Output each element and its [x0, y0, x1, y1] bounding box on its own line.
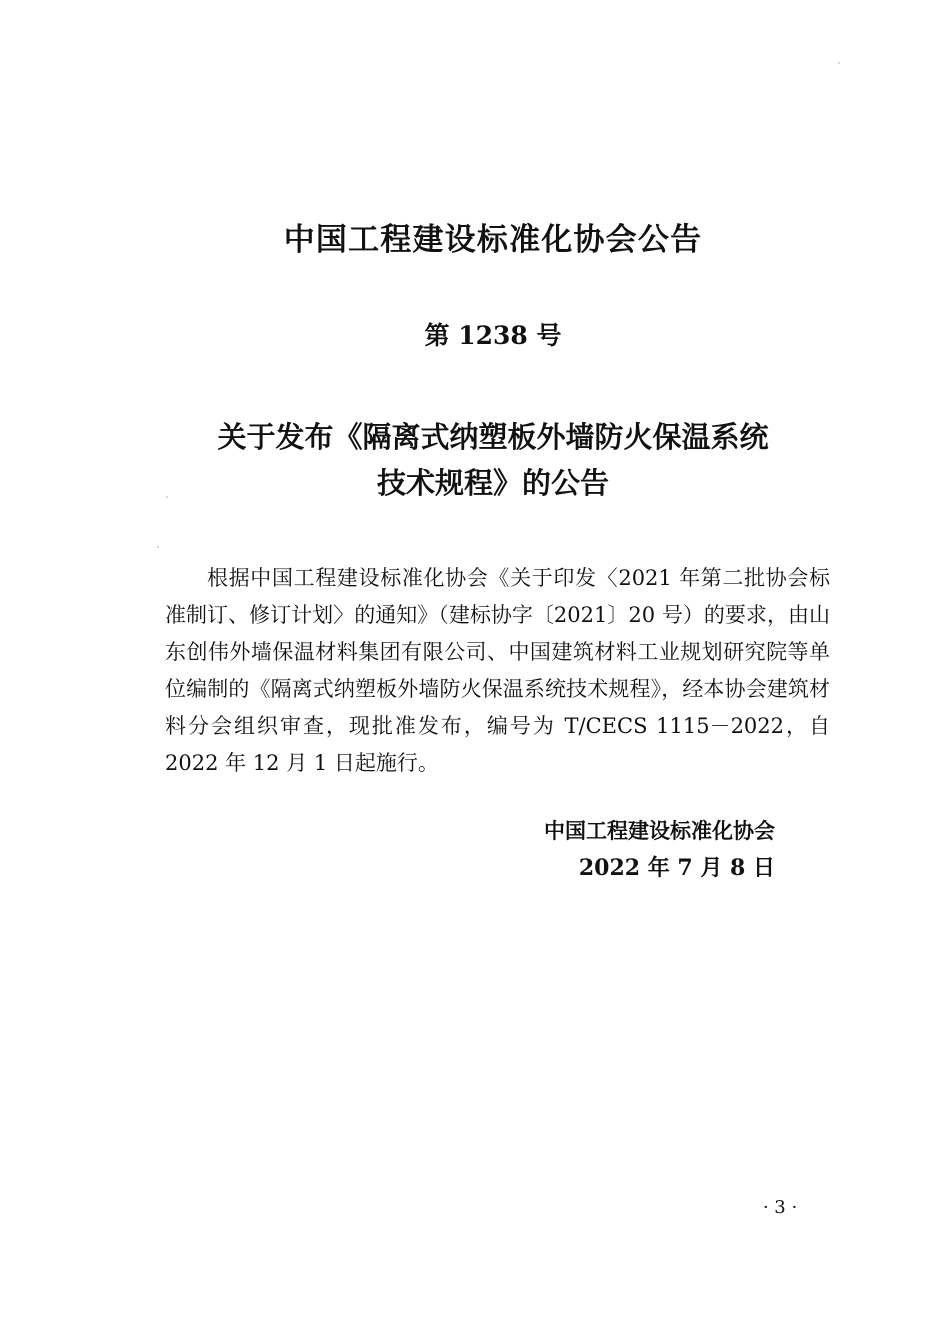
signature-organization: 中国工程建设标准化协会 — [544, 819, 775, 843]
subtitle-line-1: 关于发布《隔离式纳塑板外墙防火保温系统 — [217, 420, 769, 454]
announcement-body: 根据中国工程建设标准化协会《关于印发〈2021 年第二批协会标准制订、修订计划〉的通知》（建标协字〔2021〕20 号）的要求，由山东创伟外墙保温材料集团有限公司、中国建筑材料工业规划研究院等单位编制的《隔离式纳塑板外墙防火保温系统技术规程》，经本协会建筑材料分会组织审查，现批准发布，编号为 T/CECS 1115－2022，自 2022 年 12 月 1 日起施行。 — [165, 566, 830, 775]
announcement-title: 中国工程建设标准化协会公告 — [283, 222, 703, 258]
scan-speck — [838, 62, 840, 64]
scan-speck — [166, 496, 168, 498]
announcement-subtitle — [0, 414, 950, 506]
signature-date: 2022 年 7 月 8 日 — [578, 855, 775, 881]
scan-speck — [157, 546, 159, 548]
announcement-number: 第 1238 号 — [424, 321, 562, 350]
subtitle-line-2: 技术规程》的公告 — [376, 466, 609, 500]
page-number: · 3 · — [762, 1197, 798, 1218]
